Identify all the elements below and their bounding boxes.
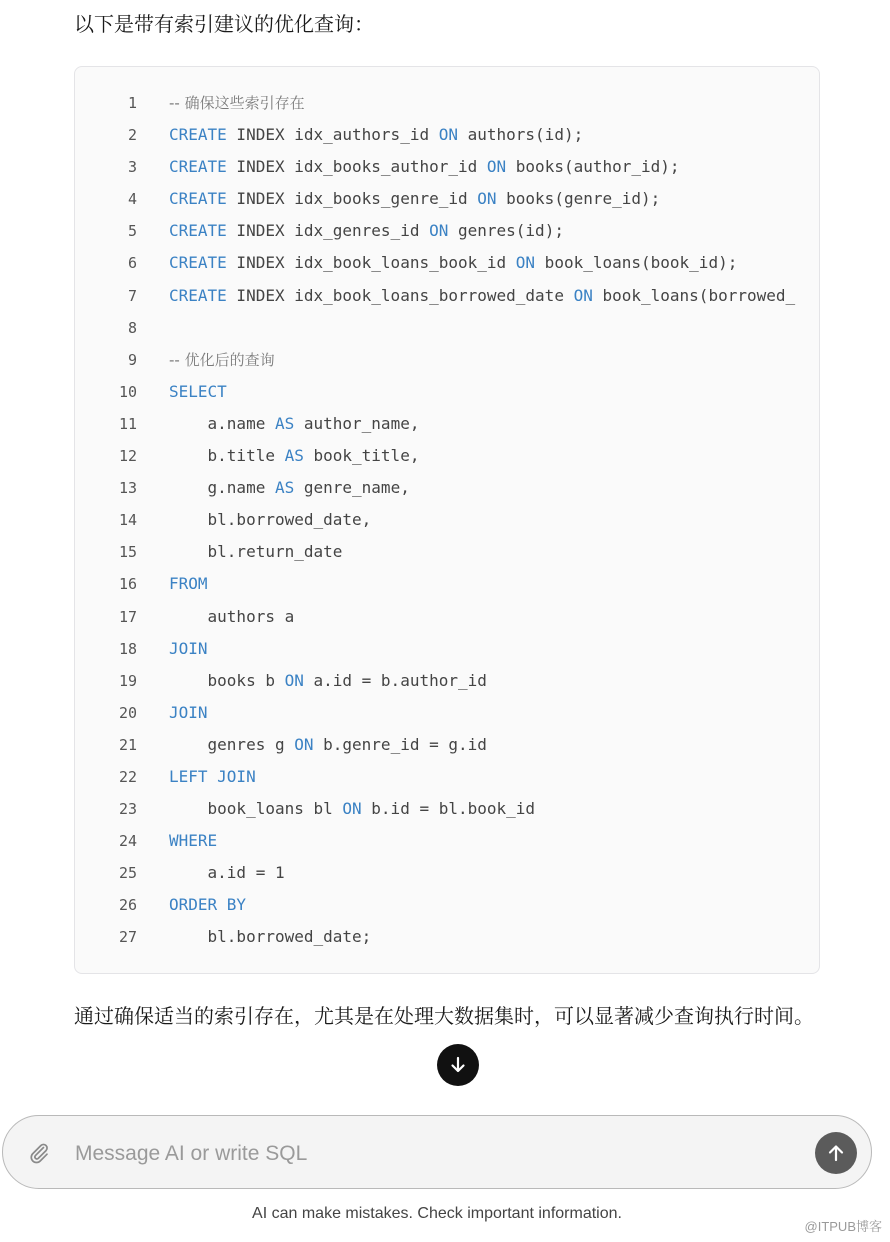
line-number: 14: [118, 511, 137, 530]
code-text: [169, 889, 246, 921]
code-text: [169, 793, 535, 825]
line-number: 15: [118, 543, 137, 562]
line-number: 17: [118, 607, 137, 626]
code-token: bl.borrowed_date,: [169, 510, 372, 530]
code-keyword: CREATE: [169, 285, 227, 305]
line-number: 4: [127, 190, 137, 209]
line-number: 24: [118, 832, 137, 851]
code-text: [169, 280, 795, 312]
code-keyword: WHERE: [169, 831, 218, 851]
code-token: book_loans bl: [169, 799, 343, 819]
code-line: [75, 921, 820, 953]
code-text: [169, 761, 256, 793]
code-token: genres g: [169, 734, 295, 754]
code-line: [75, 793, 820, 825]
line-number: 6: [127, 254, 137, 273]
code-token: genres(id);: [448, 221, 564, 241]
code-text: [169, 921, 371, 953]
code-line: [75, 247, 820, 279]
code-token: b.id = bl.book_id: [361, 799, 536, 819]
message-composer: [2, 1115, 872, 1189]
code-keyword: JOIN: [169, 638, 208, 658]
disclaimer-text: AI can make mistakes. Check important information.: [252, 1205, 622, 1222]
code-keyword: CREATE: [169, 125, 227, 145]
code-comment: -- 优化后的查询: [169, 350, 275, 369]
code-text: [169, 440, 419, 472]
code-token: a.id = 1: [169, 863, 285, 883]
code-text: [169, 408, 419, 440]
code-keyword: CREATE: [169, 221, 227, 241]
code-token: INDEX idx_authors_id: [226, 125, 439, 145]
code-keyword: ON: [438, 125, 458, 145]
code-token: INDEX idx_genres_id: [226, 221, 430, 241]
code-keyword: ON: [477, 189, 497, 209]
code-token: author_name,: [294, 413, 420, 433]
code-token: bl.return_date: [169, 542, 343, 562]
code-token: INDEX idx_book_loans_borrowed_date: [226, 285, 574, 305]
code-keyword: ORDER BY: [169, 895, 247, 915]
code-token: INDEX idx_books_author_id: [226, 157, 487, 177]
code-line: [75, 215, 820, 247]
code-token: books b: [169, 670, 285, 690]
code-line: [75, 889, 820, 921]
code-text: [169, 215, 564, 247]
line-number: 26: [118, 896, 137, 915]
code-text: [169, 568, 208, 600]
line-number: 23: [118, 800, 137, 819]
code-text: [169, 536, 342, 568]
code-token: b.title: [169, 446, 285, 466]
code-line: [75, 536, 820, 568]
code-line: [75, 119, 820, 151]
code-text: [169, 183, 660, 215]
code-keyword: AS: [274, 478, 295, 498]
code-line: [75, 87, 820, 119]
code-keyword: ON: [284, 670, 304, 690]
code-keyword: CREATE: [169, 157, 227, 177]
line-number: 20: [118, 703, 137, 722]
line-number: 10: [118, 382, 137, 401]
code-keyword: JOIN: [169, 702, 208, 722]
code-lines: [75, 87, 820, 954]
attach-button[interactable]: [27, 1141, 51, 1165]
line-number: 18: [118, 639, 137, 658]
conclusion-text: 通过确保适当的索引存在，尤其是在处理大数据集时，可以显著减少查询执行时间。: [74, 1004, 814, 1028]
code-text: [169, 825, 217, 857]
code-line: [75, 472, 820, 504]
code-text: [169, 665, 487, 697]
code-text: [169, 151, 680, 183]
code-token: g.name: [169, 478, 275, 498]
code-line: [75, 151, 820, 183]
code-line: [75, 376, 820, 408]
line-number: 1: [127, 94, 137, 112]
code-line: [75, 729, 820, 761]
code-text: [169, 504, 371, 536]
code-text: [169, 344, 275, 376]
code-keyword: SELECT: [169, 381, 227, 401]
code-line: [75, 601, 820, 633]
code-token: a.name: [169, 413, 275, 433]
code-text: [169, 247, 737, 279]
arrow-down-icon: [448, 1055, 468, 1075]
code-keyword: ON: [515, 253, 536, 273]
code-line: [75, 665, 820, 697]
code-token: authors a: [169, 606, 295, 626]
code-keyword: FROM: [169, 574, 208, 594]
line-number: 9: [127, 350, 137, 369]
code-line: [75, 761, 820, 793]
line-number: 19: [118, 671, 137, 690]
code-line: [75, 825, 820, 857]
code-text: [169, 697, 208, 729]
code-comment: -- 确保这些索引存在: [169, 94, 305, 112]
line-number: 21: [118, 735, 137, 754]
code-text: [169, 472, 410, 504]
code-keyword: ON: [429, 221, 449, 241]
code-keyword: ON: [294, 734, 314, 754]
code-token: INDEX idx_book_loans_book_id: [226, 253, 516, 273]
code-token: book_loans(book_id);: [535, 253, 738, 273]
line-number: 5: [127, 222, 137, 241]
intro-text: 以下是带有索引建议的优化查询：: [74, 12, 374, 36]
code-line: [75, 633, 820, 665]
code-token: authors(id);: [457, 125, 584, 145]
code-text: [169, 376, 227, 408]
watermark: @ITPUB博客: [804, 1219, 882, 1234]
code-text: [169, 857, 285, 889]
line-number: 3: [127, 158, 137, 177]
code-line: [75, 504, 820, 536]
line-number: 13: [118, 479, 137, 498]
code-token: books(genre_id);: [496, 189, 661, 209]
scroll-down-button[interactable]: [437, 1044, 479, 1086]
code-keyword: ON: [342, 799, 362, 819]
code-keyword: AS: [274, 413, 295, 433]
code-keyword: ON: [573, 285, 593, 305]
code-keyword: AS: [284, 446, 304, 466]
code-token: a.id = b.author_id: [303, 670, 487, 690]
code-token: book_title,: [303, 446, 420, 466]
code-keyword: CREATE: [169, 253, 227, 273]
line-number: 22: [118, 767, 137, 786]
line-number: 16: [118, 575, 137, 594]
code-line: [75, 280, 820, 312]
code-text: [169, 633, 208, 665]
code-line: [75, 697, 820, 729]
code-block: [74, 66, 820, 974]
send-button[interactable]: [815, 1132, 857, 1174]
code-text: [169, 87, 305, 119]
code-keyword: CREATE: [169, 189, 227, 209]
code-token: b.genre_id = g.id: [313, 734, 487, 754]
line-number: 11: [118, 414, 137, 433]
line-number: 2: [127, 126, 137, 145]
line-number: 25: [118, 864, 137, 883]
code-line: [75, 344, 820, 376]
code-keyword: ON: [486, 157, 507, 177]
code-line: [75, 408, 820, 440]
code-line: [75, 440, 820, 472]
code-line: [75, 183, 820, 215]
code-text: [169, 729, 487, 761]
line-number: 8: [127, 318, 137, 337]
code-line: [75, 857, 820, 889]
code-token: INDEX idx_books_genre_id: [226, 189, 478, 209]
code-keyword: LEFT JOIN: [169, 766, 256, 786]
message-input[interactable]: [73, 1134, 797, 1174]
line-number: 27: [118, 928, 137, 947]
code-line: [75, 312, 820, 344]
code-token: books(author_id);: [506, 157, 680, 177]
arrow-up-icon: [825, 1142, 847, 1164]
code-token: genre_name,: [294, 478, 410, 498]
code-text: [169, 119, 583, 151]
code-token: book_loans(borrowed_: [592, 285, 796, 305]
code-line: [75, 568, 820, 600]
code-token: bl.borrowed_date;: [169, 927, 372, 947]
line-number: 7: [127, 286, 137, 305]
line-number: 12: [118, 447, 137, 466]
code-text: [169, 601, 294, 633]
paperclip-icon: [27, 1141, 51, 1165]
